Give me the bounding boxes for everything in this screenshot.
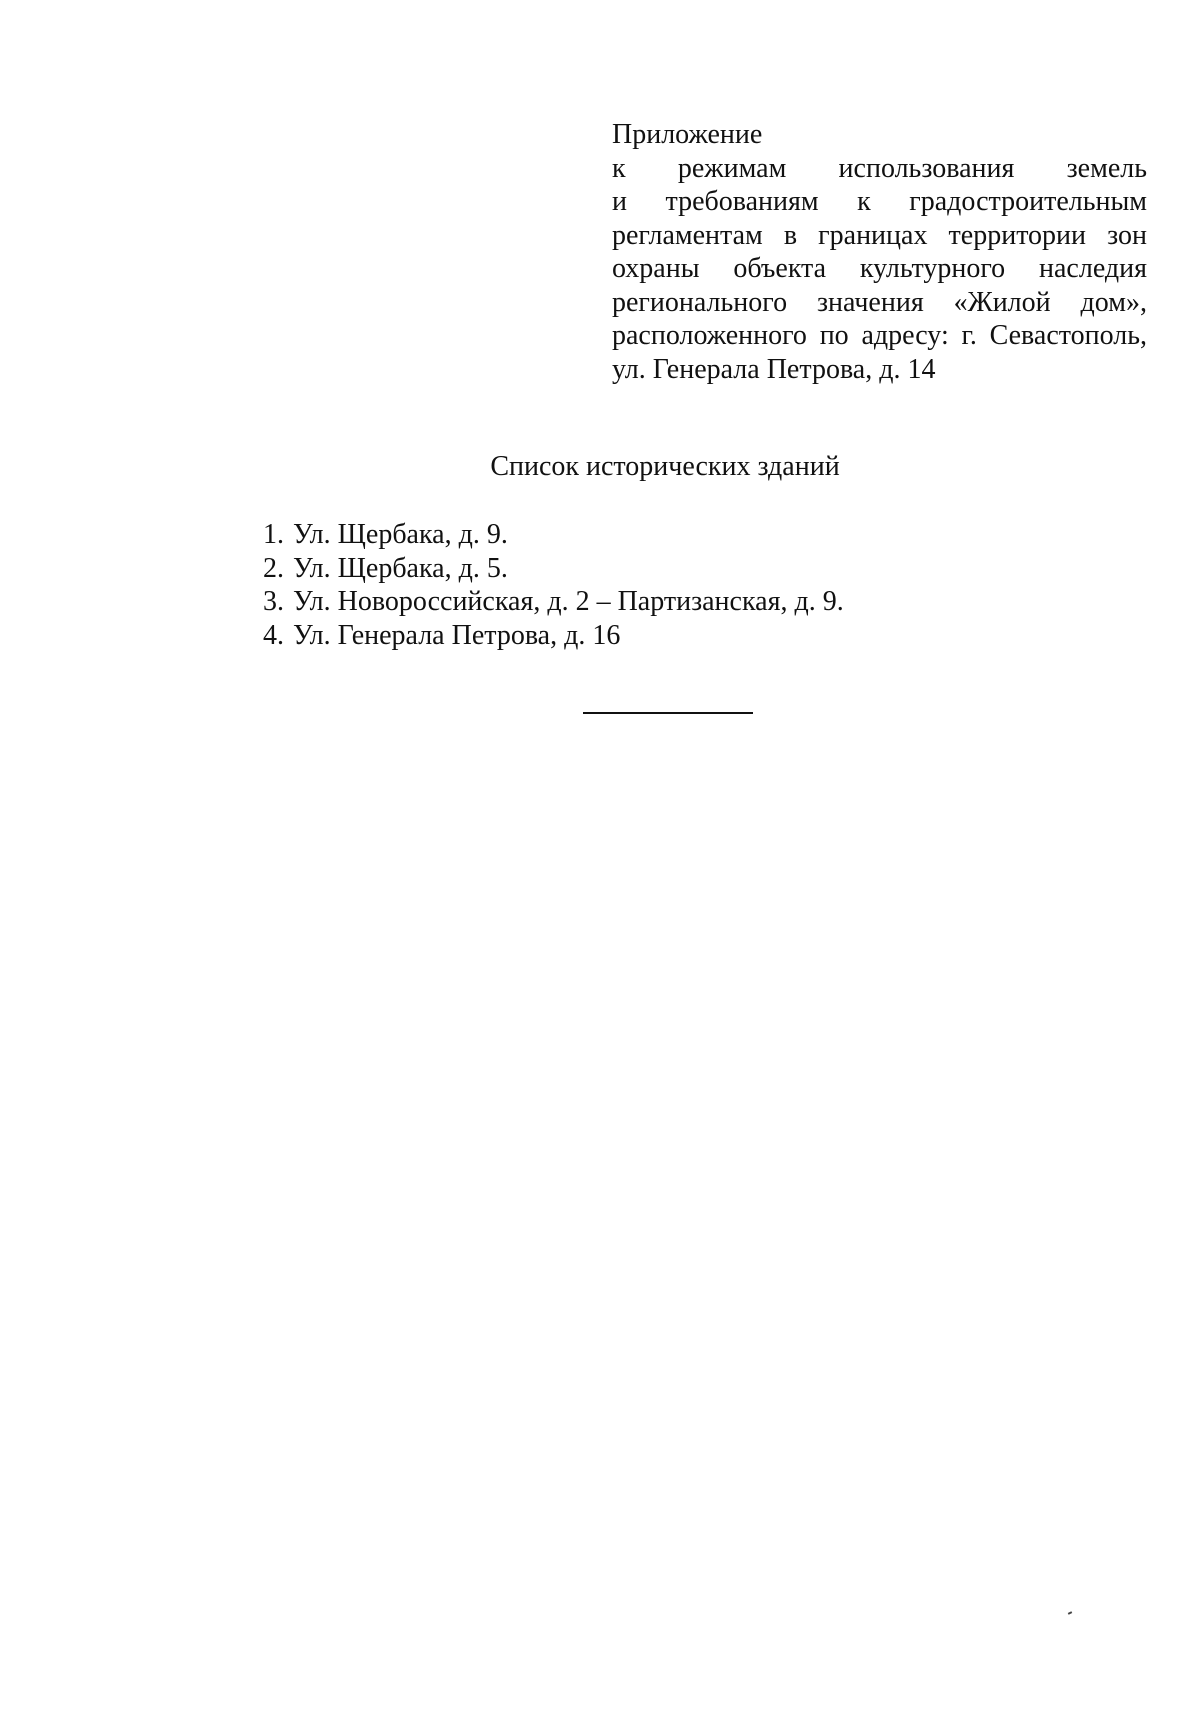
list-item xyxy=(263,585,844,619)
list-item xyxy=(263,518,844,552)
list-title: Список исторических зданий xyxy=(490,451,840,482)
appendix-line: регионального значения «Жилой дом», xyxy=(612,286,1147,318)
appendix-line: ул. Генерала Петрова, д. 14 xyxy=(612,353,936,385)
list-item-number: 1. xyxy=(263,519,284,550)
list-item-text: Ул. Щербака, д. 9. xyxy=(293,519,508,550)
end-divider xyxy=(583,712,753,714)
list-item-text: Ул. Новороссийская, д. 2 – Партизанская, д. 9. xyxy=(293,586,844,617)
appendix-line: регламентам в границах территории зон xyxy=(612,219,1147,251)
scan-speck xyxy=(1068,1611,1072,1615)
list-item xyxy=(263,619,844,653)
appendix-line: к режимам использования земель xyxy=(612,152,1147,184)
list-item xyxy=(263,552,844,586)
list-item-number: 2. xyxy=(263,552,284,584)
appendix-title: Приложение xyxy=(612,119,763,150)
list-item-text: Ул. Щербака, д. 5. xyxy=(293,552,508,584)
list-item-number: 3. xyxy=(263,586,284,617)
appendix-line: охраны объекта культурного наследия xyxy=(612,253,1147,284)
appendix-line: расположенного по адресу: г. Севастополь, xyxy=(612,320,1147,351)
list-item-number: 4. xyxy=(263,619,284,651)
appendix-line: и требованиям к градостроительным xyxy=(612,186,1147,217)
appendix-header xyxy=(612,118,1147,386)
list-item-text: Ул. Генерала Петрова, д. 16 xyxy=(293,619,621,651)
building-list xyxy=(263,518,844,652)
